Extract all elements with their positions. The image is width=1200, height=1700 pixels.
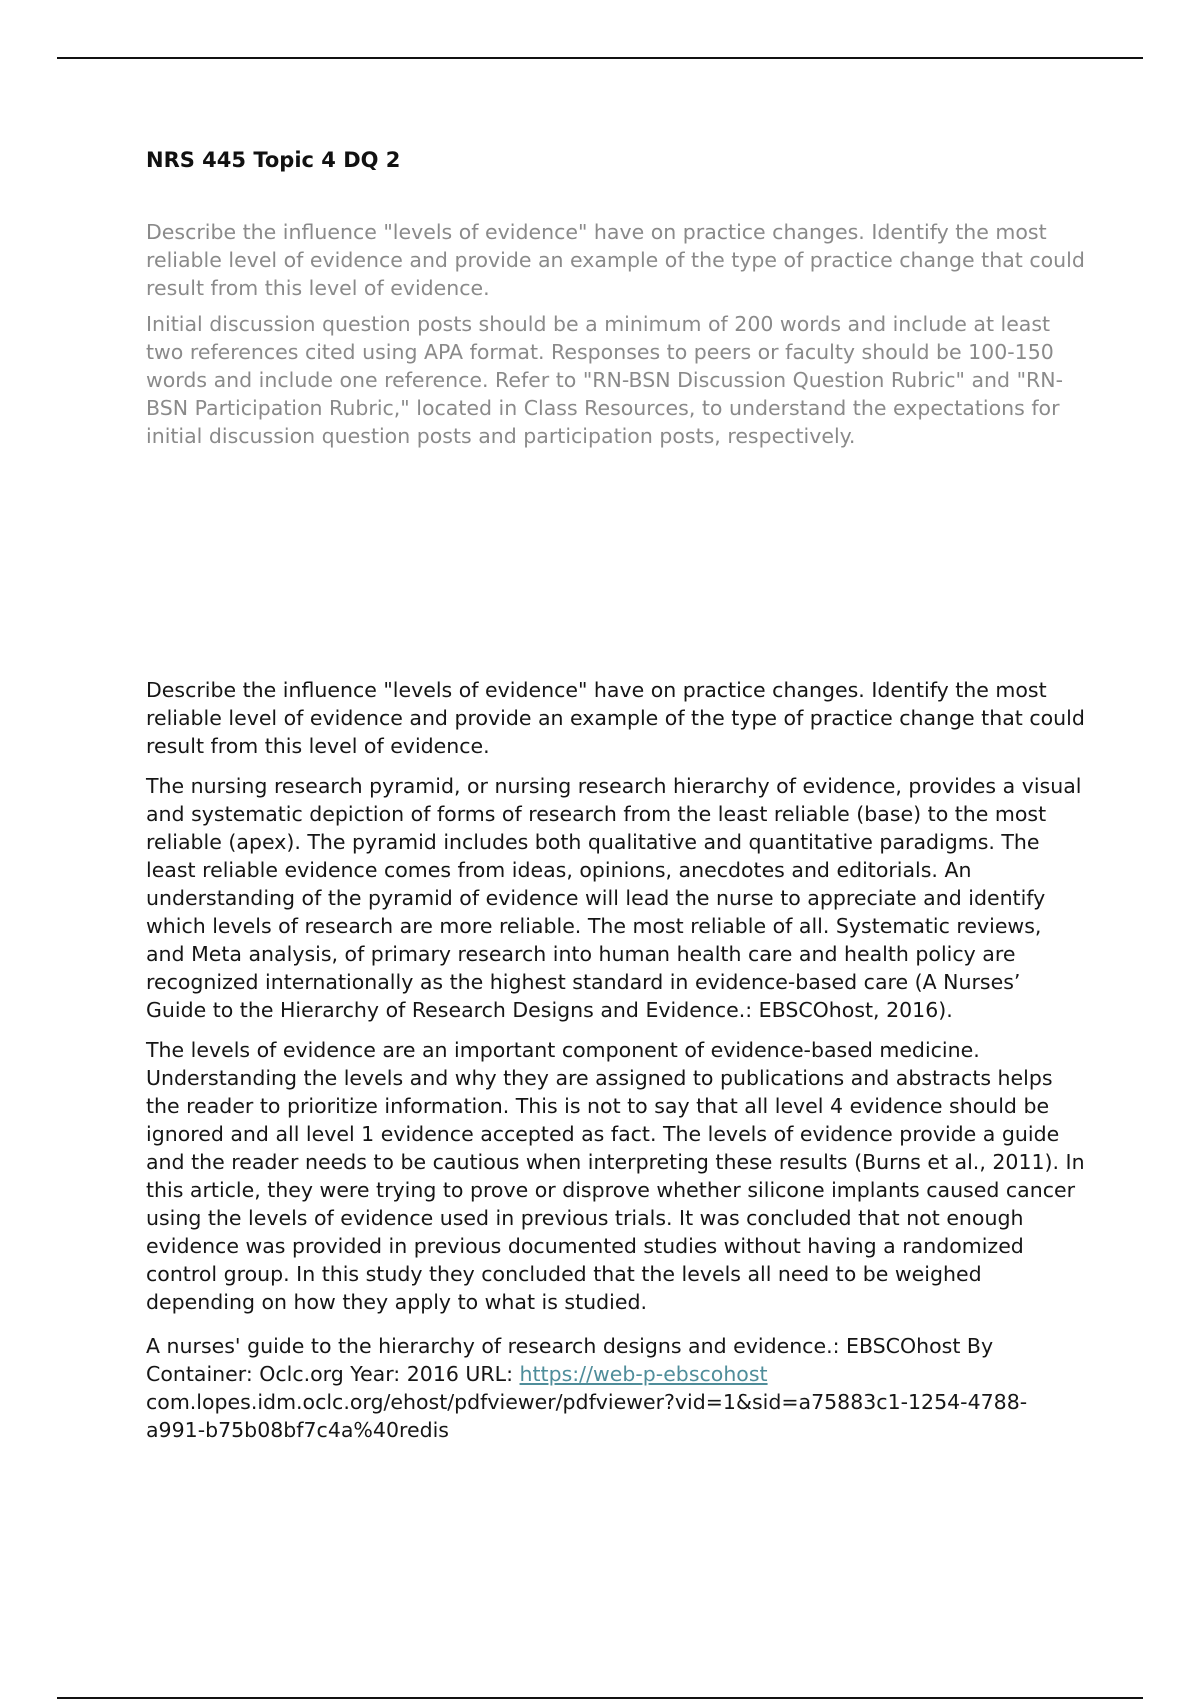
page-title: NRS 445 Topic 4 DQ 2 <box>146 148 401 172</box>
answer-question-repeat: Describe the influence "levels of evidence" have on practice changes. Identify the most reliable level of evidence and provide an example of the type of practice change that could result from this level of evidence. <box>146 678 1085 758</box>
answer-paragraph-1: The nursing research pyramid, or nursing research hierarchy of evidence, provides a visual and systematic depiction of forms of research from the least reliable (base) to the most reliable (apex). The pyramid includes both qualitative and quantitative paradigms. The least reliable evidence comes from ideas, opinions, anecdotes and editorials. An understanding of the pyramid of evidence will lead the nurse to appreciate and identify which levels of research are more reliable. The most reliable of all. Systematic reviews, and Meta analysis, of primary research into human health care and health policy are recognized internationally as the highest standard in evidence-based care (A Nurses’ Guide to the Hierarchy of Research Designs and Evidence.: EBSCOhost, 2016). <box>146 774 1082 1022</box>
reference-text: A nurses' guide to the hierarchy of research designs and evidence.: EBSCOhost By Container: Oclc.org Year: 2016 URL: <box>146 1334 994 1386</box>
prompt-question: Describe the influence "levels of evidence" have on practice changes. Identify the most reliable level of evidence and provide an example of the type of practice change that could result from this level of evidence. <box>146 220 1085 300</box>
reference-link[interactable]: https://web-p-ebscohost <box>519 1362 768 1386</box>
assignment-prompt <box>146 218 1086 458</box>
bottom-rule <box>57 1697 1143 1699</box>
top-rule <box>57 57 1143 59</box>
prompt-instructions: Initial discussion question posts should be a minimum of 200 words and include at least two references cited using APA format. Responses to peers or faculty should be 100-150 words and include one reference. Refer to "RN-BSN Discussion Question Rubric" and "RN-BSN Participation Rubric," located in Class Resources, to understand the expectations for initial discussion question posts and participation posts, respectively. <box>146 312 1063 448</box>
reference-url-continuation: com.lopes.idm.oclc.org/ehost/pdfviewer/pdfviewer?vid=1&sid=a75883c1-1254-4788-a991-b75b08bf7c4a%40redis <box>146 1390 1028 1442</box>
answer-section <box>146 676 1086 1456</box>
answer-paragraph-2: The levels of evidence are an important component of evidence-based medicine. Understanding the levels and why they are assigned to publications and abstracts helps the reader to prioritize information. This is not to say that all level 4 evidence should be ignored and all level 1 evidence accepted as fact. The levels of evidence provide a guide and the reader needs to be cautious when interpreting these results (Burns et al., 2011). In this article, they were trying to prove or disprove whether silicone implants caused cancer using the levels of evidence used in previous trials. It was concluded that not enough evidence was provided in previous documented studies without having a randomized control group. In this study they concluded that the levels all need to be weighed depending on how they apply to what is studied. <box>146 1038 1085 1314</box>
reference-entry <box>146 1332 1086 1444</box>
